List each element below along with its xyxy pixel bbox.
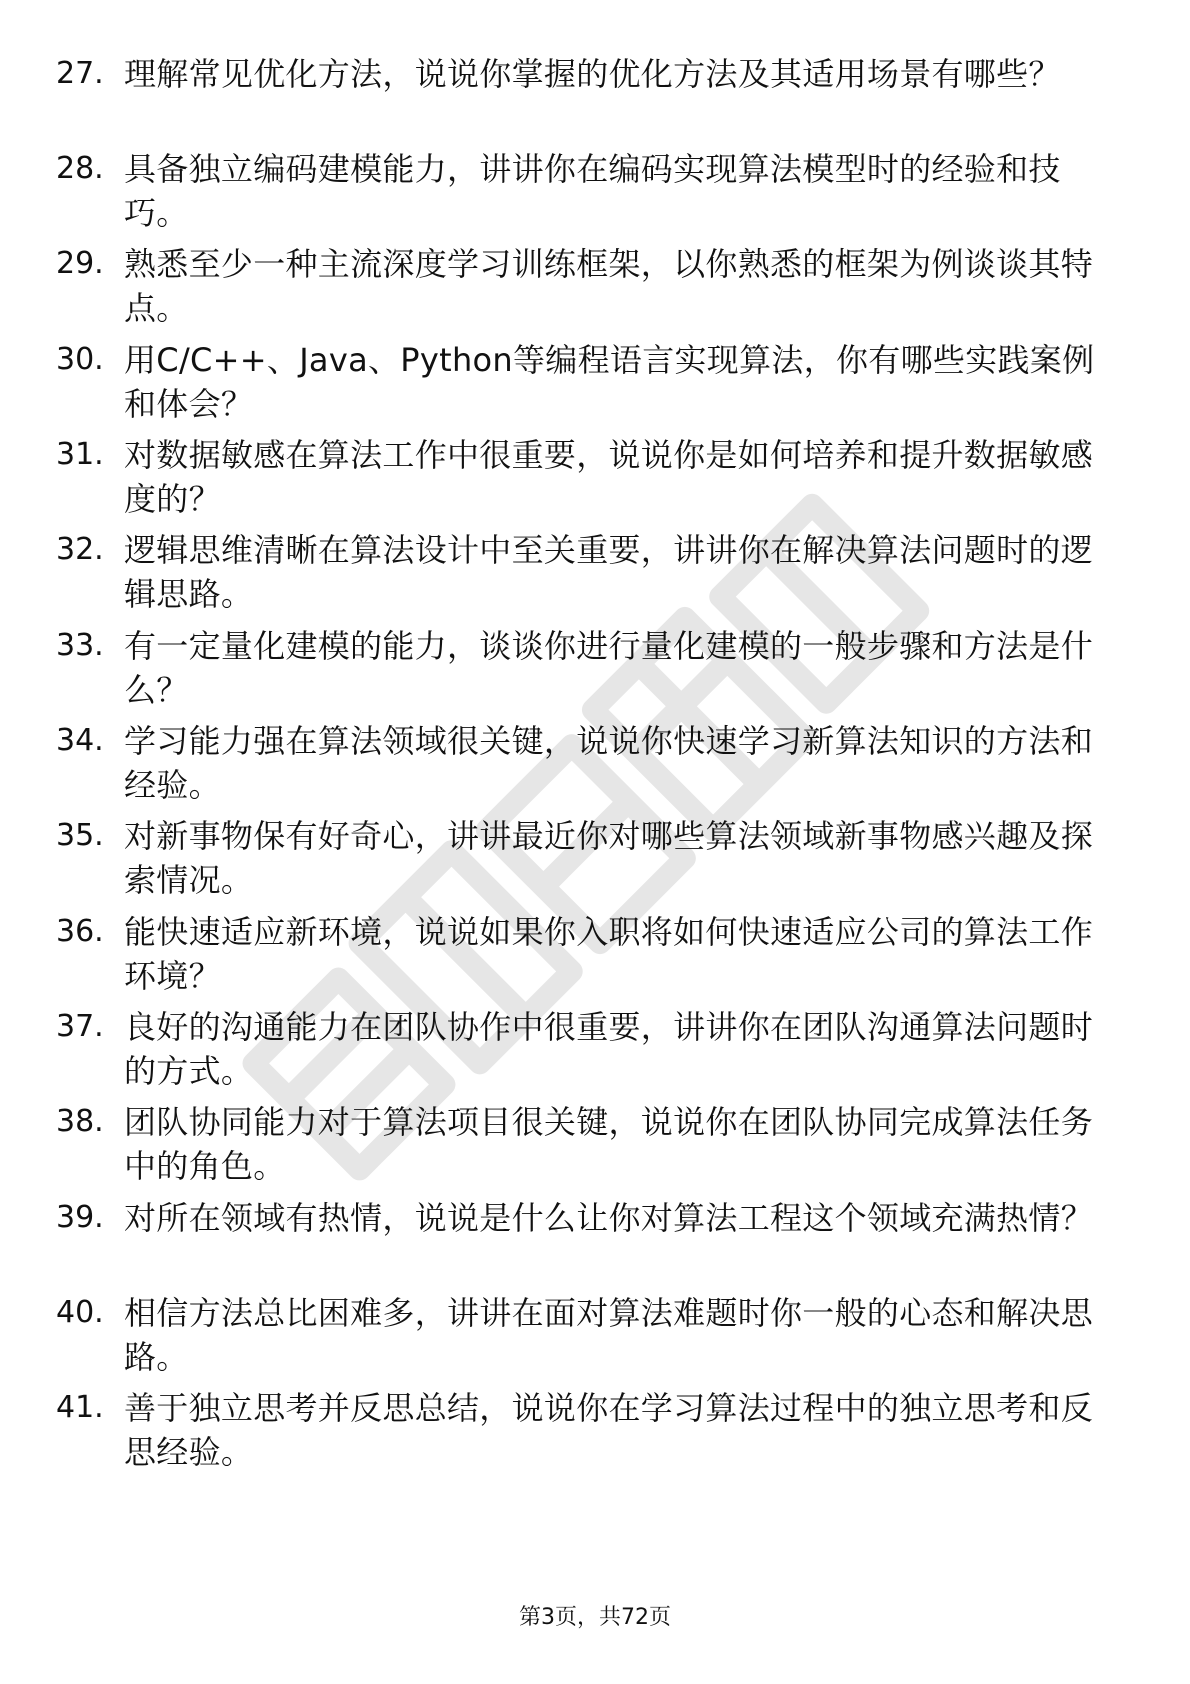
question-text: 用C/C++、Java、Python等编程语言实现算法，你有哪些实践案例和体会？ <box>124 341 1095 423</box>
question-text: 善于独立思考并反思总结，说说你在学习算法过程中的独立思考和反思经验。 <box>124 1389 1094 1471</box>
question-text: 逻辑思维清晰在算法设计中至关重要，讲讲你在解决算法问题时的逻辑思路。 <box>124 531 1094 613</box>
question-number: 36. <box>56 914 104 949</box>
question-number: 35. <box>56 818 104 853</box>
question-text: 对新事物保有好奇心，讲讲最近你对哪些算法领域新事物感兴趣及探索情况。 <box>124 817 1094 899</box>
question-number: 27. <box>56 56 104 91</box>
question-number: 32. <box>56 532 104 567</box>
question-number: 34. <box>56 723 104 758</box>
question-text: 相信方法总比困难多，讲讲在面对算法难题时你一般的心态和解决思路。 <box>124 1294 1094 1376</box>
question-number: 28. <box>56 151 104 186</box>
question-text: 良好的沟通能力在团队协作中很重要，讲讲你在团队沟通算法问题时的方式。 <box>124 1008 1094 1090</box>
question-number: 33. <box>56 628 104 663</box>
question-text: 熟悉至少一种主流深度学习训练框架，以你熟悉的框架为例谈谈其特点。 <box>124 245 1094 327</box>
question-number: 39. <box>56 1200 104 1235</box>
question-number: 37. <box>56 1009 104 1044</box>
page-footer: 第3页，共72页 <box>519 1605 671 1630</box>
question-number: 31. <box>56 437 104 472</box>
question-text: 团队协同能力对于算法项目很关键，说说你在团队协同完成算法任务中的角色。 <box>124 1103 1094 1185</box>
question-number: 29. <box>56 246 104 281</box>
question-text: 理解常见优化方法，说说你掌握的优化方法及其适用场景有哪些？ <box>124 55 1061 93</box>
question-text: 学习能力强在算法领域很关键，说说你快速学习新算法知识的方法和经验。 <box>124 722 1094 804</box>
question-number: 30. <box>56 342 104 377</box>
question-text: 有一定量化建模的能力，谈谈你进行量化建模的一般步骤和方法是什么？ <box>124 627 1094 709</box>
question-number: 41. <box>56 1390 104 1425</box>
question-text: 对数据敏感在算法工作中很重要，说说你是如何培养和提升数据敏感度的？ <box>124 436 1094 518</box>
question-number: 38. <box>56 1104 104 1139</box>
question-text: 具备独立编码建模能力，讲讲你在编码实现算法模型时的经验和技巧。 <box>124 150 1061 232</box>
question-text: 对所在领域有热情，说说是什么让你对算法工程这个领域充满热情？ <box>124 1199 1094 1237</box>
question-number: 40. <box>56 1295 104 1330</box>
question-text: 能快速适应新环境，说说如果你入职将如何快速适应公司的算法工作环境？ <box>124 913 1094 995</box>
